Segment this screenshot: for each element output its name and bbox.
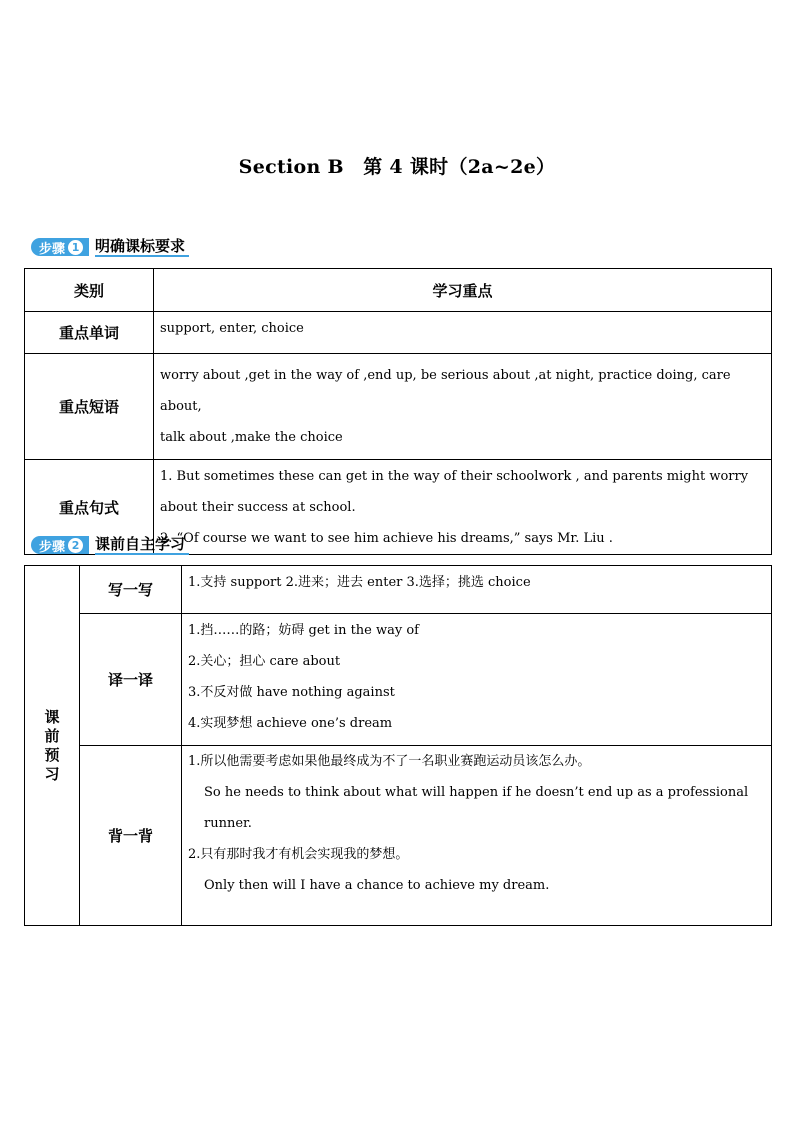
table-row — [25, 566, 772, 614]
table-row — [25, 746, 772, 926]
key-phrases-line-2: talk about ,make the choice — [160, 430, 343, 445]
step-2-heading — [31, 535, 189, 555]
table-row — [25, 614, 772, 746]
table-row — [25, 354, 772, 460]
row-label-sentences: 重点句式 — [25, 460, 154, 555]
row-label-translate: 译一译 — [80, 614, 182, 746]
table-row — [25, 312, 772, 354]
recite-1-english-line-2: runner. — [204, 816, 252, 831]
preview-table — [24, 565, 772, 926]
header-category: 类别 — [25, 269, 154, 312]
step-1-label: 明确课标要求 — [95, 237, 189, 257]
translate-line-3: 3.不反对做 have nothing against — [188, 685, 395, 700]
translate-line-2: 2.关心；担心 care about — [188, 654, 341, 669]
row-label-recite: 背一背 — [80, 746, 182, 926]
write-line: 1.支持 support 2.进来；进去 enter 3.选择；挑选 choice — [188, 575, 531, 590]
page-title: Section B 第 4 课时（2a~2e） — [238, 156, 556, 178]
side-char: 课 — [44, 707, 60, 726]
recite-2-chinese: 2.只有那时我才有机会实现我的梦想。 — [188, 847, 409, 862]
preview-side-label — [25, 566, 80, 926]
side-char: 前 — [44, 726, 60, 745]
table-header-row — [25, 269, 772, 312]
row-label-write: 写一写 — [80, 566, 182, 614]
key-points-table — [24, 268, 772, 555]
step-2-number: 2 — [68, 538, 83, 553]
side-char: 习 — [44, 764, 60, 783]
key-sentence-line-1: 1. But sometimes these can get in the way of their schoolwork , and parents might worry — [160, 469, 749, 484]
side-char: 预 — [44, 745, 60, 764]
recite-1-chinese: 1.所以他需要考虑如果他最终成为不了一名职业赛跑运动员该怎么办。 — [188, 754, 591, 769]
key-phrases-line-1: worry about ,get in the way of ,end up, be serious about ,at night, practice doing, care about, — [160, 368, 731, 414]
header-focus: 学习重点 — [154, 269, 772, 312]
key-sentence-line-2: about their success at school. — [160, 500, 356, 515]
step-1-heading — [31, 237, 189, 257]
translate-line-1: 1.挡……的路；妨碍 get in the way of — [188, 623, 419, 638]
translate-line-4: 4.实现梦想 achieve one’s dream — [188, 716, 393, 731]
step-1-badge-text: 步骤 — [39, 241, 66, 257]
recite-2-english: Only then will I have a chance to achieve my dream. — [204, 878, 550, 893]
step-2-badge — [31, 536, 89, 554]
step-2-badge-text: 步骤 — [39, 539, 66, 555]
step-1-number: 1 — [68, 240, 83, 255]
row-label-words: 重点单词 — [25, 312, 154, 354]
row-label-phrases: 重点短语 — [25, 354, 154, 460]
key-words: support, enter, choice — [160, 321, 304, 336]
key-sentence-line-3: 2. “Of course we want to see him achieve his dreams,” says Mr. Liu . — [160, 531, 613, 546]
step-1-badge — [31, 238, 89, 256]
recite-1-english-line-1: So he needs to think about what will happen if he doesn’t end up as a professional — [204, 785, 749, 800]
step-2-label: 课前自主学习 — [95, 535, 189, 555]
